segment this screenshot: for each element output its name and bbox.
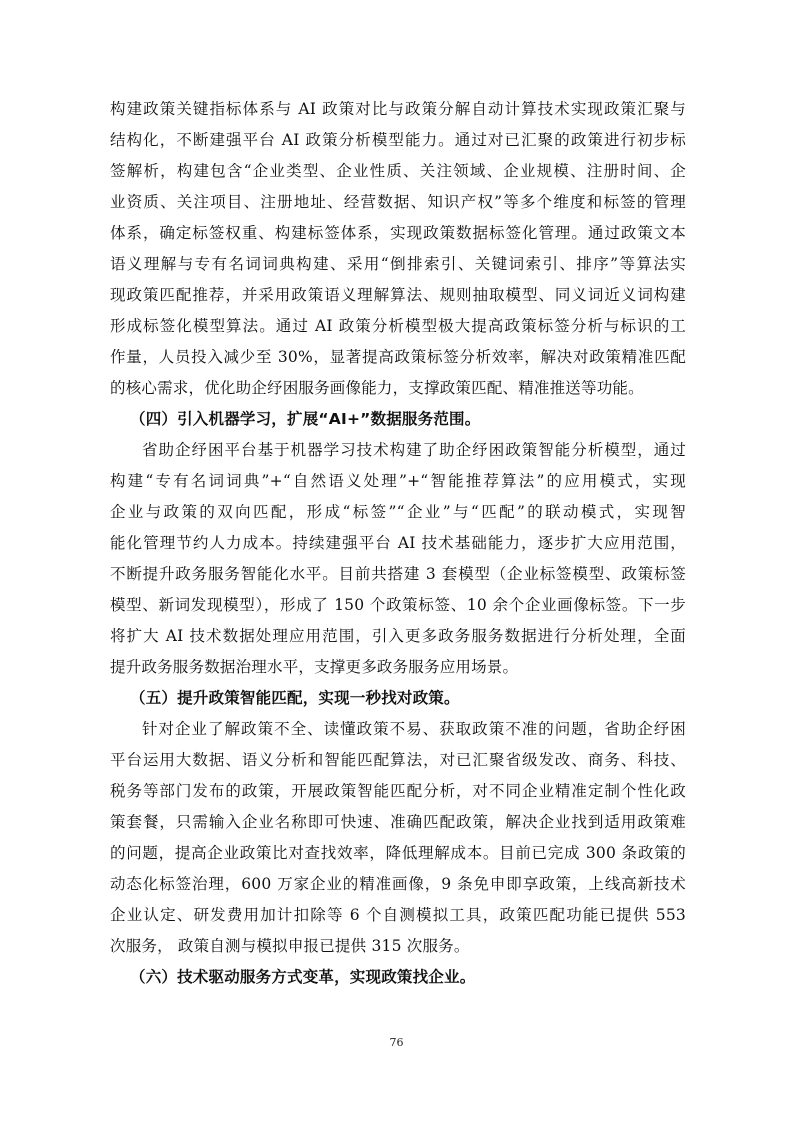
text-line: 企业与政策的双向匹配，形成“标签”“企业”与“匹配”的联动模式，实现智 xyxy=(110,503,686,521)
paragraph-policy-matching xyxy=(110,714,686,962)
text-line: 作量，人员投入减少至 30%，显著提高政策标签分析效率，解决对政策精准匹配 xyxy=(110,348,686,366)
text-line: 形成标签化模型算法。通过 AI 政策分析模型极大提高政策标签分析与标识的工 xyxy=(110,317,686,335)
text-line: 的核心需求，优化助企纾困服务画像能力，支撑政策匹配、精准推送等功能。 xyxy=(110,379,644,397)
text-line: 策套餐，只需输入企业名称即可快速、准确匹配政策，解决企业找到适用政策难 xyxy=(110,813,686,831)
text-line: 提升政务服务数据治理水平，支撑更多政务服务应用场景。 xyxy=(110,658,519,676)
text-line: 语义理解与专有名词词典构建、采用“倒排索引、关键词索引、排序”等算法实 xyxy=(110,255,686,273)
text-line: 次服务， 政策自测与模拟申报已提供 315 次服务。 xyxy=(110,937,470,955)
text-line: 的问题，提高企业政策比对查找效率，降低理解成本。目前已完成 300 条政策的 xyxy=(110,844,686,862)
text-line: 动态化标签治理，600 万家企业的精准画像，9 条免申即享政策，上线高新技术 xyxy=(110,875,686,893)
text-line: 针对企业了解政策不全、读懂政策不易、获取政策不准的问题，省助企纾困 xyxy=(142,720,686,738)
section-heading-6: （六）技术驱动服务方式变革，实现政策找企业。 xyxy=(130,968,476,986)
text-line: 能化管理节约人力成本。持续建强平台 AI 技术基础能力，逐步扩大应用范围， xyxy=(110,534,686,552)
document-body xyxy=(110,94,686,993)
text-line: 结构化，不断建强平台 AI 政策分析模型能力。通过对已汇聚的政策进行初步标 xyxy=(110,131,686,149)
text-line: 体系，确定标签权重、构建标签体系，实现政策数据标签化管理。通过政策文本 xyxy=(110,224,686,242)
text-line: 现政策匹配推荐，并采用政策语义理解算法、规则抽取模型、同义词近义词构建 xyxy=(110,286,686,304)
text-line: 将扩大 AI 技术数据处理应用范围，引入更多政务服务数据进行分析处理，全面 xyxy=(110,627,686,645)
text-line: 模型、新词发现模型），形成了 150 个政策标签、10 余个企业画像标签。下一步 xyxy=(110,596,686,614)
text-line: 构建政策关键指标体系与 AI 政策对比与政策分解自动计算技术实现政策汇聚与 xyxy=(110,100,686,118)
text-line: 构建“专有名词词典”+“自然语义处理”+“智能推荐算法”的应用模式，实现 xyxy=(110,472,686,490)
text-line: 业资质、关注项目、注册地址、经营数据、知识产权”等多个维度和标签的管理 xyxy=(110,193,686,211)
paragraph-ai-policy-model xyxy=(110,94,686,404)
text-line: 平台运用大数据、语义分析和智能匹配算法，对已汇聚省级发改、商务、科技、 xyxy=(110,751,686,769)
text-line: 不断提升政务服务智能化水平。目前共搭建 3 套模型（企业标签模型、政策标签 xyxy=(110,565,686,583)
text-line: 省助企纾困平台基于机器学习技术构建了助企纾困政策智能分析模型，通过 xyxy=(142,441,686,459)
text-line: 签解析，构建包含“企业类型、企业性质、关注领域、企业规模、注册时间、企 xyxy=(110,162,686,180)
section-heading-5: （五）提升政策智能匹配，实现一秒找对政策。 xyxy=(130,689,460,707)
text-line: 企业认定、研发费用加计扣除等 6 个自测模拟工具，政策匹配功能已提供 553 xyxy=(110,906,686,924)
text-line: 税务等部门发布的政策，开展政策智能匹配分析，对不同企业精准定制个性化政 xyxy=(110,782,686,800)
section-heading-4: （四）引入机器学习，扩展“AI+”数据服务范围。 xyxy=(130,410,481,428)
paragraph-machine-learning xyxy=(110,435,686,683)
page-number: 76 xyxy=(389,1036,404,1049)
